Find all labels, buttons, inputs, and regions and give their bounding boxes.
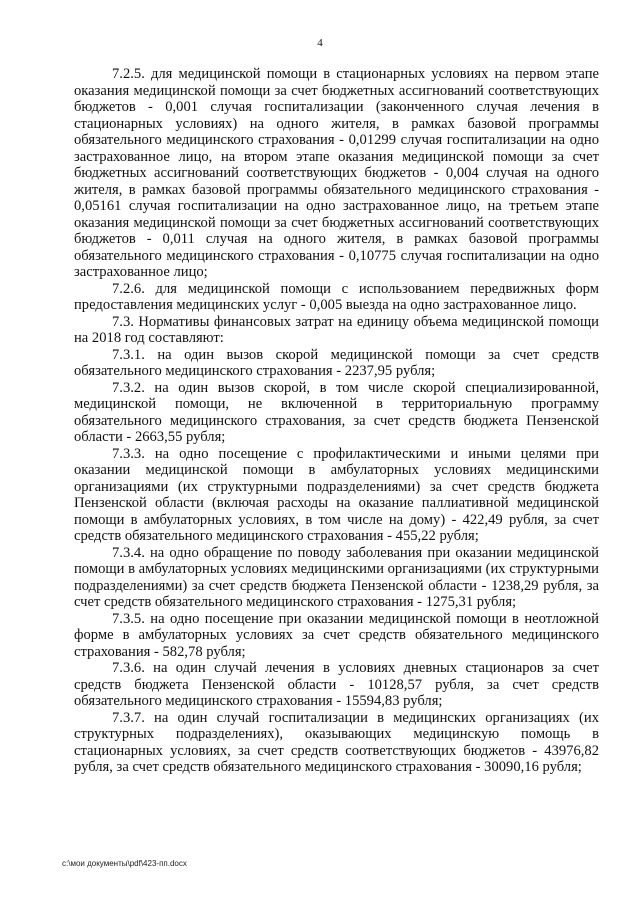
paragraph-7-3: 7.3. Нормативы финансовых затрат на единицу объема медицинской помощи на 2018 год составляют:: [74, 313, 599, 346]
paragraph-7-3-2: 7.3.2. на один вызов скорой, в том числе скорой специализированной, медицинской помощи, не включенной в территориальную программу обязательного медицинского страхования, за счет средств бюджета Пензенской области - 2663,55 рубля;: [74, 379, 599, 445]
paragraph-7-2-5: 7.2.5. для медицинской помощи в стационарных условиях на первом этапе оказания медицинской помощи за счет бюджетных ассигнований соответствующих бюджетов - 0,001 случая госпитализации (законченного случая лечения в стационарных условиях) на одного жителя, в рамках базовой программы обязательного медицинского страхования - 0,01299 случая госпитализации на одно застрахованное лицо, на втором этапе оказания медицинской помощи за счет бюджетных ассигнований соответствующих бюджетов - 0,004 случая на одного жителя, в рамках базовой программы обязательного медицинского страхования - 0,05161 случая госпитализации на одно застрахованное лицо, на третьем этапе оказания медицинской помощи за счет бюджетных ассигнований соответствующих бюджетов - 0,011 случая на одного жителя, в рамках базовой программы обязательного медицинского страхования - 0,10775 случая госпитализации на одно застрахованное лицо;: [74, 66, 599, 280]
paragraph-7-2-6: 7.2.6. для медицинской помощи с использованием передвижных форм предоставления медицинских услуг - 0,005 выезда на одно застрахованное лицо.: [74, 280, 599, 313]
paragraph-7-3-5: 7.3.5. на одно посещение при оказании медицинской помощи в неотложной форме в амбулаторных условиях за счет средств обязательного медицинского страхования - 582,78 рубля;: [74, 610, 599, 660]
document-body: [74, 66, 599, 776]
paragraph-7-3-1: 7.3.1. на один вызов скорой медицинской помощи за счет средств обязательного медицинского страхования - 2237,95 рубля;: [74, 346, 599, 379]
paragraph-7-3-4: 7.3.4. на одно обращение по поводу заболевания при оказании медицинской помощи в амбулаторных условиях медицинскими организациями (их структурными подразделениями) за счет средств бюджета Пензенской области - 1238,29 рубля, за счет средств обязательного медицинского страхования - 1275,31 рубля;: [74, 544, 599, 610]
page-number: 4: [317, 37, 323, 49]
paragraph-7-3-7: 7.3.7. на один случай госпитализации в медицинских организациях (их структурных подразделениях), оказывающих медицинскую помощь в стационарных условиях, за счет средств соответствующих бюджетов - 43976,82 рубля, за счет средств обязательного медицинского страхования - 30090,16 рубля;: [74, 709, 599, 775]
paragraph-7-3-3: 7.3.3. на одно посещение с профилактическими и иными целями при оказании медицинской помощи в амбулаторных условиях медицинскими организациями (их структурными подразделениями) за счет средств бюджета Пензенской области (включая расходы на оказание паллиативной медицинской помощи в амбулаторных условиях, в том числе на дому) - 422,49 рубля, за счет средств обязательного медицинского страхования - 455,22 рубля;: [74, 445, 599, 544]
paragraph-7-3-6: 7.3.6. на один случай лечения в условиях дневных стационаров за счет средств бюджета Пензенской области - 10128,57 рубля, за счет средств обязательного медицинского страхования - 15594,83 рубля;: [74, 660, 599, 709]
footer-file-path: c:\мои документы\pdf\423-пп.docx: [62, 859, 187, 868]
